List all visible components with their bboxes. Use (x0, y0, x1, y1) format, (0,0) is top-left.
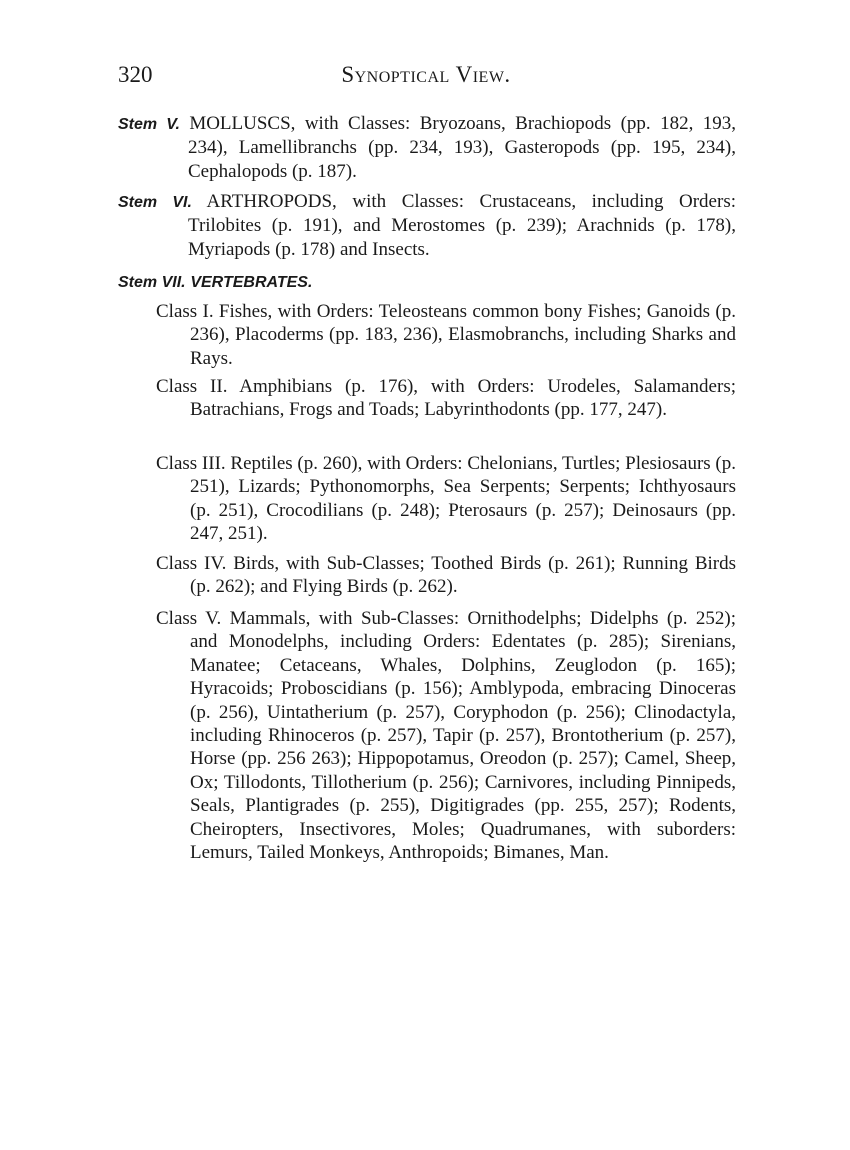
class-v-entry (156, 607, 736, 864)
page-number: 320 (118, 62, 153, 87)
stem-v-label: Stem V. (118, 116, 180, 133)
stem-vi-entry (118, 190, 736, 261)
class-iv-entry (156, 552, 736, 599)
stem-vi-text: ARTHROPODS, with Classes: Crustaceans, including Orders: Trilobites (p. 191), and Merostomes (p. 239); Arachnids (p. 178), Myriapods (p. 178) and Insects. (188, 191, 736, 260)
stem-vii-text: VERTEBRATES. (190, 274, 313, 291)
class-ii-text: Class II. Amphibians (p. 176), with Orders: Urodeles, Salamanders; Batrachians, Frogs and Toads; Labyrinthodonts (pp. 177, 247). (156, 376, 736, 421)
class-i-text: Class I. Fishes, with Orders: Teleosteans common bony Fishes; Ganoids (p. 236), Placoderms (pp. 183, 236), Elasmobranchs, including Sharks and Rays. (156, 301, 736, 369)
stem-vii-entry (118, 270, 736, 294)
class-iii-entry (156, 452, 736, 546)
class-ii-entry (156, 375, 736, 422)
class-v-text: Class V. Mammals, with Sub-Classes: Ornithodelphs; Didelphs (p. 252); and Monodelphs, including Orders: Edentates (p. 285); Sirenians, Manatee; Cetaceans, Whales, Dolphins, Zeuglodon (p. 165); Hyracoids; Proboscidians (p. 156); Amblypoda, embracing Dinoceras (p. 256), Uintatherium (p. 257), Coryphodon (p. 256); Clinodactyla, including Rhinoceros (p. 257), Tapir (p. 257), Brontotherium (p. 257), Horse (pp. 256 263); Hippopotamus, Oreodon (p. 257); Camel, Sheep, Ox; Tillodonts, Tillotherium (p. 256); Carnivores, including Pinnipeds, Seals, Plantigrades (p. 255), Digitigrades (pp. 255, 257); Rodents, Cheiropters, Insectivores, Moles; Quadrumanes, with suborders: Lemurs, Tailed Monkeys, Anthropoids; Bimanes, Man. (156, 608, 736, 864)
page-header (118, 62, 734, 92)
stem-vii-paragraph (118, 270, 736, 294)
class-iv-text: Class IV. Birds, with Sub-Classes; Toothed Birds (p. 261); Running Birds (p. 262); and Flying Birds (p. 262). (156, 553, 736, 598)
stem-v-paragraph (118, 112, 736, 183)
stem-vii-label: Stem VII. (118, 274, 186, 291)
class-i-entry (156, 300, 736, 370)
running-head: Synoptical View. (341, 62, 511, 87)
stem-vi-label: Stem VI. (118, 194, 192, 211)
stem-vi-paragraph (118, 190, 736, 261)
stem-v-entry (118, 112, 736, 183)
class-iii-text: Class III. Reptiles (p. 260), with Orders: Chelonians, Turtles; Plesiosaurs (p. 251), Lizards; Pythonomorphs, Sea Serpents; Serpents; Ichthyosaurs (p. 251), Crocodilians (p. 248); Pterosaurs (p. 257); Deinosaurs (pp. 247, 251). (156, 453, 736, 545)
stem-v-text: MOLLUSCS, with Classes: Bryozoans, Brachiopods (pp. 182, 193, 234), Lamellibranchs (pp. 234, 193), Gasteropods (pp. 195, 234), Cephalopods (p. 187). (188, 113, 737, 182)
